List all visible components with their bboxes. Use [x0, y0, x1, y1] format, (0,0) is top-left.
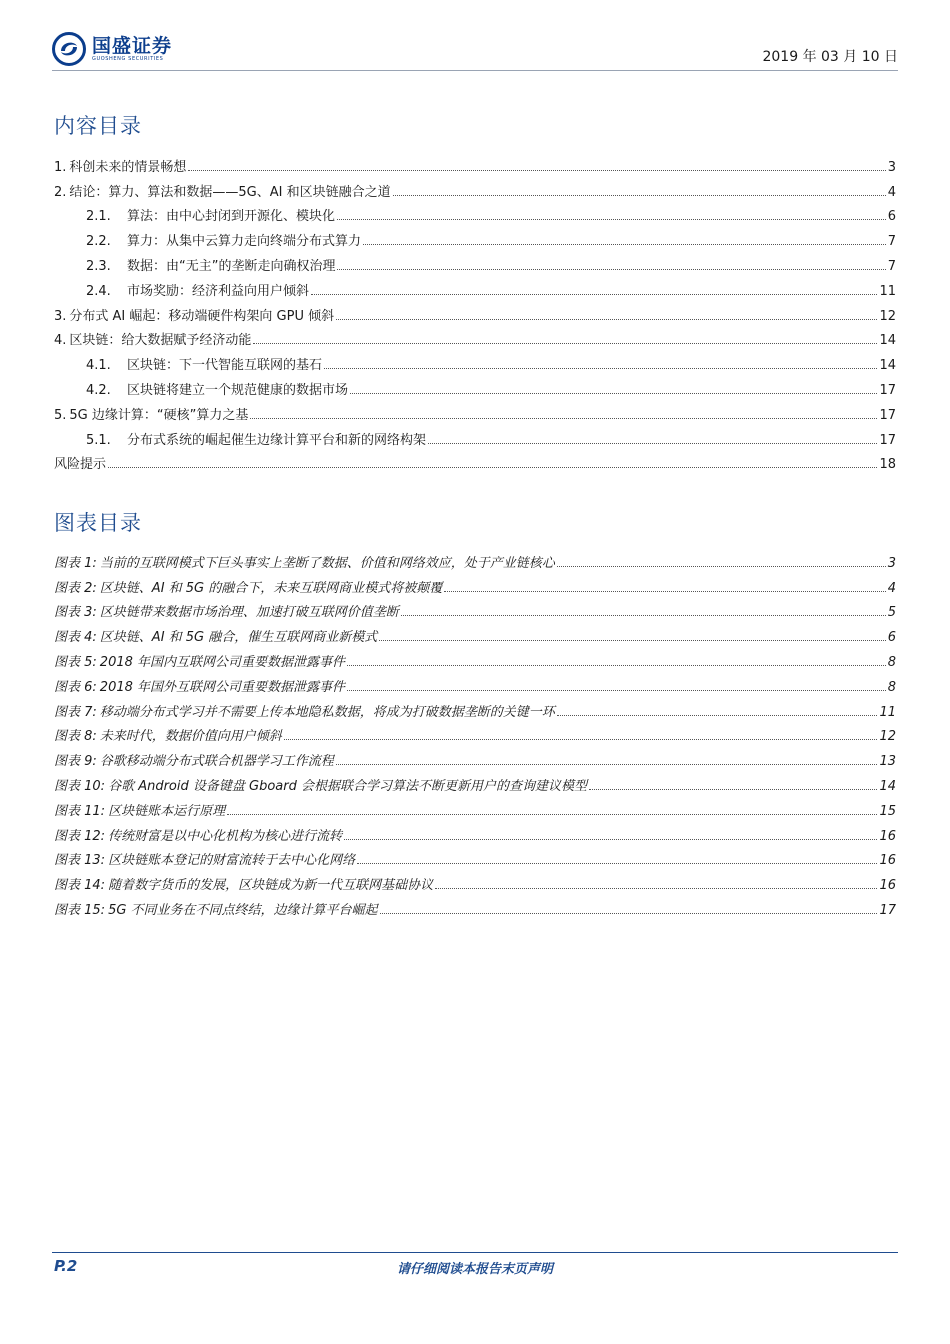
entry-page-number: 18 — [879, 457, 896, 473]
dot-leader — [284, 739, 878, 740]
figure-entry[interactable] — [54, 645, 896, 670]
entry-title: 分布式 AI 崛起：移动端硬件构架向 GPU 倾斜 — [69, 308, 335, 324]
figure-entry[interactable] — [54, 670, 896, 695]
entry-page-number: 11 — [879, 283, 896, 299]
entry-number: 2.3. — [86, 258, 111, 274]
figure-entry[interactable] — [54, 571, 896, 596]
entry-title: 当前的互联网模式下巨头事实上垄断了数据、价值和网络效应，处于产业链核心 — [99, 555, 555, 571]
entry-page-number: 16 — [879, 828, 896, 844]
dot-leader — [380, 913, 878, 914]
toc-entry[interactable] — [54, 398, 896, 423]
company-logo — [52, 32, 172, 66]
entry-title: 5G 不同业务在不同点终结，边缘计算平台崛起 — [108, 902, 378, 918]
entry-page-number: 17 — [879, 432, 896, 448]
entry-number: 图表 8: — [54, 729, 97, 745]
entry-title: 风险提示 — [54, 457, 107, 473]
toc-title: 内容目录 — [54, 114, 142, 138]
entry-page-number: 6 — [887, 630, 896, 646]
dot-leader — [435, 888, 877, 889]
entry-title: 科创未来的情景畅想 — [69, 159, 187, 175]
entry-number: 图表 5: — [54, 654, 97, 670]
figure-entry[interactable] — [54, 546, 896, 571]
dot-leader — [337, 269, 885, 270]
entry-number: 图表 1: — [54, 555, 97, 571]
entry-title: 结论：算力、算法和数据——5G、AI 和区块链融合之道 — [69, 184, 391, 200]
figure-entry[interactable] — [54, 695, 896, 720]
entry-number: 4.1. — [86, 358, 111, 374]
dot-leader — [347, 690, 886, 691]
entry-page-number: 5 — [887, 605, 896, 621]
entry-number: 图表 10: — [54, 778, 106, 794]
figures-list — [54, 546, 896, 918]
entry-page-number: 16 — [879, 878, 896, 894]
entry-page-number: 7 — [887, 234, 896, 250]
entry-page-number: 7 — [887, 258, 896, 274]
entry-page-number: 8 — [887, 654, 896, 670]
dot-leader — [336, 764, 878, 765]
entry-page-number: 11 — [879, 704, 896, 720]
entry-number: 图表 9: — [54, 754, 97, 770]
entry-number: 2. — [54, 184, 67, 200]
toc-entry[interactable] — [54, 224, 896, 249]
entry-page-number: 17 — [879, 902, 896, 918]
entry-title: 区块链、AI 和 5G 的融合下，未来互联网商业模式将被颠覆 — [99, 580, 443, 596]
toc-entry[interactable] — [54, 299, 896, 324]
entry-number: 4.2. — [86, 382, 111, 398]
dot-leader — [557, 566, 886, 567]
entry-number: 5.1. — [86, 432, 111, 448]
dot-leader — [357, 863, 877, 864]
entry-title: 谷歌 Android 设备键盘 Gboard 会根据联合学习算法不断更新用户的查询建议模型 — [108, 778, 587, 794]
entry-page-number: 8 — [887, 679, 896, 695]
toc-entry[interactable] — [54, 348, 896, 373]
figure-entry[interactable] — [54, 868, 896, 893]
figure-entry[interactable] — [54, 620, 896, 645]
toc-entry[interactable] — [54, 200, 896, 225]
dot-leader — [336, 319, 877, 320]
entry-page-number: 15 — [879, 803, 896, 819]
dot-leader — [444, 591, 885, 592]
entry-number: 5. — [54, 407, 67, 423]
entry-title: 区块链账本运行原理 — [108, 803, 226, 819]
dot-leader — [363, 244, 886, 245]
guosheng-logo-icon — [52, 32, 86, 66]
entry-number: 2.1. — [86, 209, 111, 225]
logo-english-name: GUOSHENG SECURITIES — [92, 55, 164, 62]
dot-leader — [344, 839, 877, 840]
toc-entry[interactable] — [54, 175, 896, 200]
page-number: P.2 — [54, 1257, 78, 1275]
entry-title: 分布式系统的崛起催生边缘计算平台和新的网络构架 — [127, 432, 427, 448]
entry-number: 图表 11: — [54, 803, 106, 819]
entry-title: 移动端分布式学习并不需要上传本地隐私数据，将成为打破数据垄断的关键一环 — [99, 704, 555, 720]
entry-page-number: 6 — [887, 209, 896, 225]
figures-title: 图表目录 — [54, 511, 142, 535]
entry-number: 图表 2: — [54, 580, 97, 596]
entry-title: 2018 年国内互联网公司重要数据泄露事件 — [99, 654, 346, 670]
logo-chinese-name: 国盛证券 — [92, 34, 173, 57]
header-divider — [52, 70, 898, 71]
toc-entry[interactable] — [54, 150, 896, 175]
toc-entry[interactable] — [54, 324, 896, 349]
dot-leader — [324, 368, 877, 369]
entry-number: 2.4. — [86, 283, 111, 299]
figure-entry[interactable] — [54, 794, 896, 819]
page-header — [52, 30, 898, 72]
entry-page-number: 13 — [879, 754, 896, 770]
contents-list — [54, 150, 896, 472]
entry-page-number: 3 — [887, 159, 896, 175]
entry-title: 未来时代，数据价值向用户倾斜 — [99, 729, 282, 745]
entry-title: 区块链：给大数据赋予经济动能 — [69, 333, 252, 349]
entry-title: 随着数字货币的发展，区块链成为新一代互联网基础协议 — [108, 878, 434, 894]
entry-title: 区块链账本登记的财富流转于去中心化网络 — [108, 853, 356, 869]
entry-page-number: 3 — [887, 555, 896, 571]
entry-number: 图表 4: — [54, 630, 97, 646]
entry-number: 3. — [54, 308, 67, 324]
entry-page-number: 12 — [879, 308, 896, 324]
entry-number: 图表 6: — [54, 679, 97, 695]
figure-entry[interactable] — [54, 596, 896, 621]
entry-title: 2018 年国外互联网公司重要数据泄露事件 — [99, 679, 346, 695]
figure-entry[interactable] — [54, 819, 896, 844]
toc-entry[interactable] — [54, 373, 896, 398]
entry-number: 图表 14: — [54, 878, 106, 894]
dot-leader — [188, 170, 885, 171]
footer-divider — [52, 1252, 898, 1253]
dot-leader — [311, 294, 877, 295]
toc-entry[interactable] — [54, 249, 896, 274]
entry-title: 区块链将建立一个规范健康的数据市场 — [127, 382, 349, 398]
figure-entry[interactable] — [54, 720, 896, 745]
toc-entry[interactable] — [54, 274, 896, 299]
dot-leader — [428, 443, 877, 444]
figure-entry[interactable] — [54, 769, 896, 794]
entry-number: 1. — [54, 159, 67, 175]
entry-number: 2.2. — [86, 234, 111, 250]
entry-title: 区块链：下一代智能互联网的基石 — [127, 358, 323, 374]
entry-page-number: 14 — [879, 333, 896, 349]
entry-page-number: 4 — [887, 580, 896, 596]
entry-page-number: 17 — [879, 382, 896, 398]
entry-title: 5G 边缘计算：“硬核”算力之基 — [69, 407, 249, 423]
entry-page-number: 14 — [879, 358, 896, 374]
entry-title: 谷歌移动端分布式联合机器学习工作流程 — [99, 754, 334, 770]
dot-leader — [337, 219, 886, 220]
dot-leader — [347, 665, 886, 666]
dot-leader — [379, 640, 885, 641]
dot-leader — [350, 393, 877, 394]
dot-leader — [253, 343, 877, 344]
entry-title: 区块链带来数据市场治理、加速打破互联网价值垄断 — [99, 605, 399, 621]
report-date: 2019 年 03 月 10 日 — [762, 49, 898, 65]
entry-title: 算法：由中心封闭到开源化、模块化 — [127, 209, 336, 225]
dot-leader — [227, 814, 877, 815]
figure-entry[interactable] — [54, 844, 896, 869]
entry-title: 区块链、AI 和 5G 融合，催生互联网商业新模式 — [99, 630, 378, 646]
entry-number: 图表 7: — [54, 704, 97, 720]
toc-entry[interactable] — [54, 448, 896, 473]
entry-number: 图表 12: — [54, 828, 106, 844]
entry-title: 市场奖励：经济利益向用户倾斜 — [127, 283, 310, 299]
entry-page-number: 12 — [879, 729, 896, 745]
dot-leader — [108, 467, 877, 468]
dot-leader — [589, 789, 877, 790]
dot-leader — [557, 715, 878, 716]
dot-leader — [393, 195, 886, 196]
dot-leader — [401, 615, 886, 616]
footer-disclaimer: 请仔细阅读本报告末页声明 — [396, 1262, 553, 1277]
entry-number: 图表 3: — [54, 605, 97, 621]
figure-entry[interactable] — [54, 893, 896, 918]
entry-page-number: 14 — [879, 778, 896, 794]
entry-page-number: 4 — [887, 184, 896, 200]
entry-page-number: 16 — [879, 853, 896, 869]
entry-number: 图表 15: — [54, 902, 106, 918]
entry-title: 数据：由“无主”的垄断走向确权治理 — [127, 258, 336, 274]
entry-title: 传统财富是以中心化机构为核心进行流转 — [108, 828, 343, 844]
dot-leader — [250, 418, 877, 419]
entry-number: 图表 13: — [54, 853, 106, 869]
toc-entry[interactable] — [54, 423, 896, 448]
entry-number: 4. — [54, 333, 67, 349]
entry-page-number: 17 — [879, 407, 896, 423]
figure-entry[interactable] — [54, 744, 896, 769]
entry-title: 算力：从集中云算力走向终端分布式算力 — [127, 234, 362, 250]
